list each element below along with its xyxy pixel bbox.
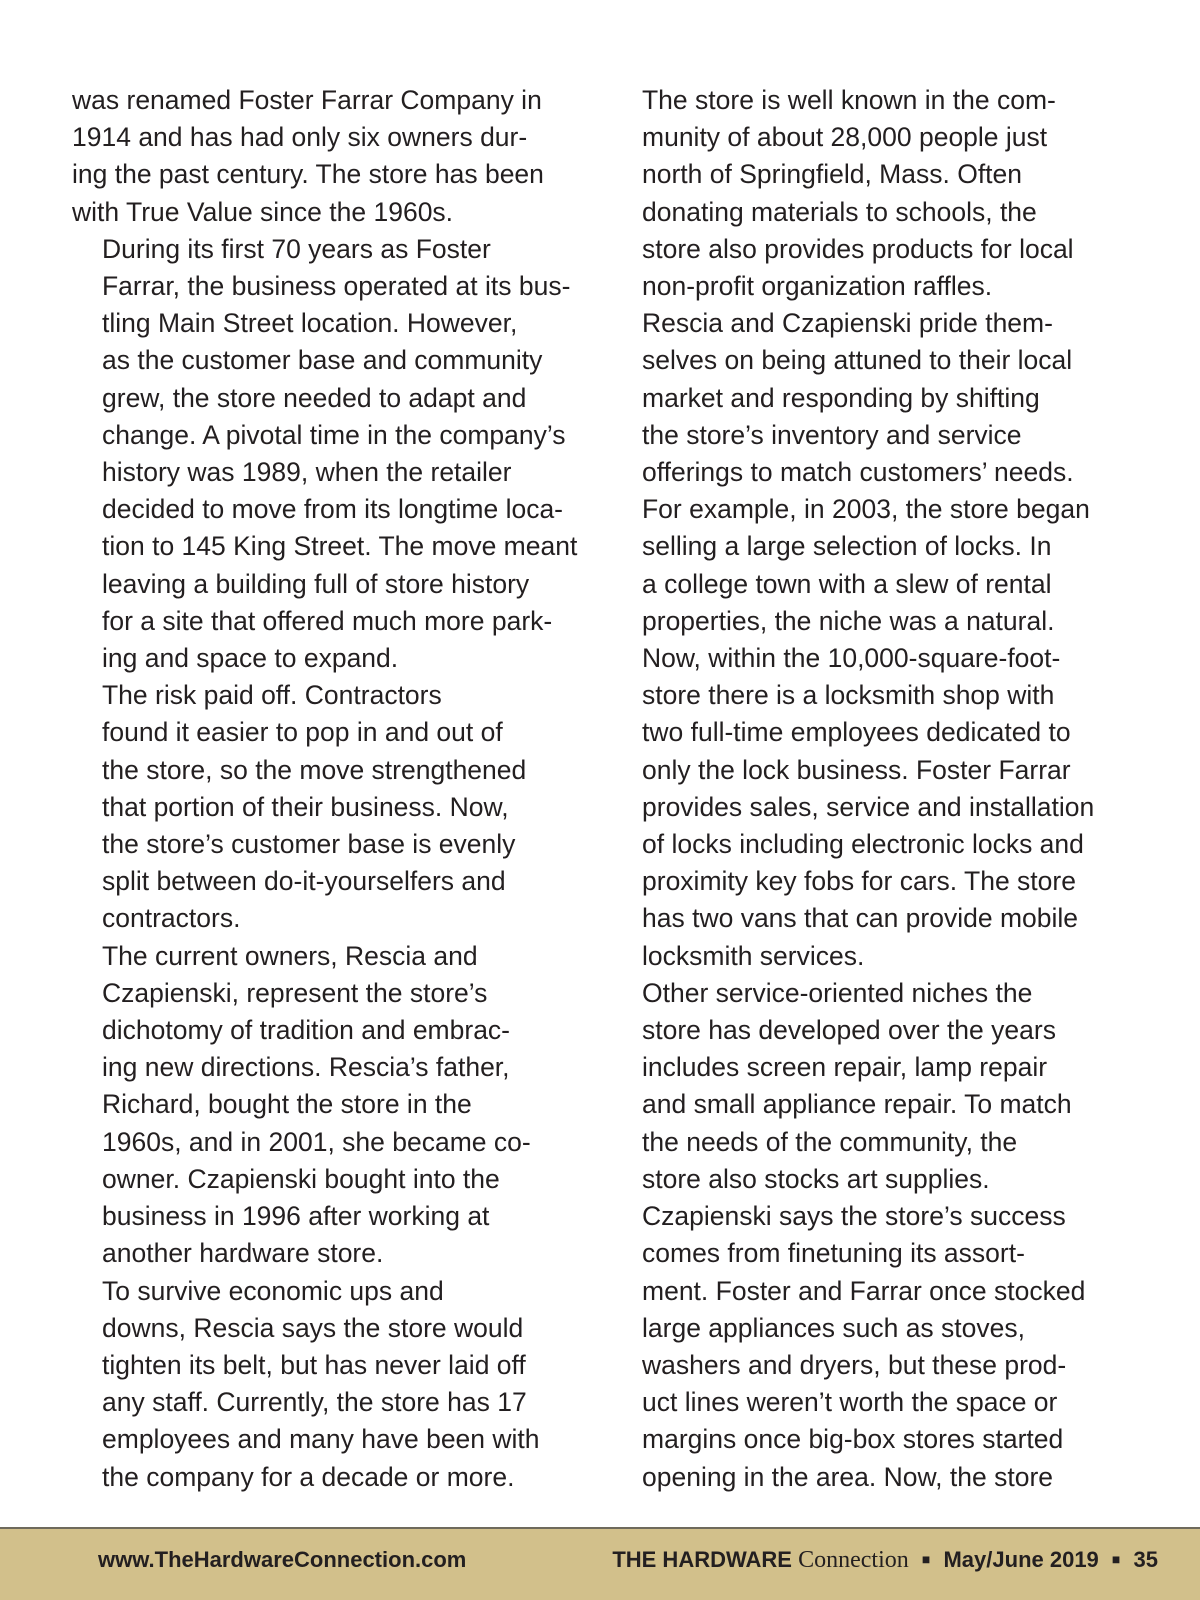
text-line: owner. Czapienski bought into the — [102, 1163, 500, 1194]
text-line: for a site that offered much more park- — [102, 605, 553, 636]
paragraph — [612, 82, 1132, 305]
text-line: store has developed over the years — [642, 1015, 1056, 1046]
text-line: leaving a building full of store history — [102, 568, 530, 599]
text-line: change. A pivotal time in the company’s — [102, 419, 566, 450]
text-line: The risk paid off. Contractors — [102, 680, 442, 711]
magazine-name-connection: Connection — [798, 1547, 909, 1573]
text-line: To survive economic ups and — [102, 1275, 444, 1306]
text-line: includes screen repair, lamp repair — [642, 1052, 1048, 1083]
page-footer — [0, 1527, 1200, 1600]
text-line: history was 1989, when the retailer — [102, 457, 512, 488]
text-line: contractors. — [102, 903, 241, 934]
text-line: comes from finetuning its assort- — [642, 1238, 1025, 1269]
paragraph — [72, 677, 592, 937]
text-line: store also stocks art supplies. — [642, 1163, 990, 1194]
text-line: Rescia and Czapienski pride them- — [642, 308, 1053, 339]
text-line: non-profit organization raffles. — [642, 271, 993, 302]
text-line: The store is well known in the com- — [642, 85, 1056, 115]
text-line: tion to 145 King Street. The move meant — [102, 531, 578, 562]
text-line: another hardware store. — [102, 1238, 384, 1269]
text-line: offerings to match customers’ needs. — [642, 457, 1074, 488]
text-line: two full-time employees dedicated to — [642, 717, 1071, 748]
text-line: opening in the area. Now, the store — [642, 1461, 1054, 1492]
text-line: the store’s inventory and service — [642, 419, 1022, 450]
text-line: ing the past century. The store has been — [72, 159, 544, 190]
text-line: For example, in 2003, the store began — [642, 494, 1090, 525]
text-line: of locks including electronic locks and — [642, 829, 1084, 860]
text-line: downs, Rescia says the store would — [102, 1312, 524, 1343]
text-line: business in 1996 after working at — [102, 1201, 490, 1232]
text-line: that portion of their business. Now, — [102, 791, 509, 822]
paragraph — [72, 1273, 592, 1496]
left-column — [72, 82, 592, 1496]
text-line: proximity key fobs for cars. The store — [642, 866, 1076, 897]
text-line: the company for a decade or more. — [102, 1461, 515, 1492]
text-line: tling Main Street location. However, — [102, 308, 518, 339]
text-line: donating materials to schools, the — [642, 196, 1037, 227]
text-line: a college town with a slew of rental — [642, 568, 1052, 599]
text-line: munity of about 28,000 people just — [642, 122, 1048, 153]
text-line: Farrar, the business operated at its bus- — [102, 271, 571, 302]
text-line: washers and dryers, but these prod- — [642, 1349, 1067, 1380]
text-line: uct lines weren’t worth the space or — [642, 1387, 1058, 1418]
text-line: decided to move from its longtime loca- — [102, 494, 564, 525]
text-line: store also provides products for local — [642, 233, 1074, 264]
issue-date: May/June 2019 — [943, 1547, 1099, 1572]
text-line: selves on being attuned to their local — [642, 345, 1073, 376]
paragraph — [72, 231, 592, 677]
text-line: ing and space to expand. — [102, 643, 399, 674]
paragraph — [612, 975, 1132, 1198]
text-line: north of Springfield, Mass. Often — [642, 159, 1023, 190]
text-line: 1960s, and in 2001, she became co- — [102, 1126, 531, 1157]
website-url: www.TheHardwareConnection.com — [98, 1547, 467, 1572]
text-line: ment. Foster and Farrar once stocked — [642, 1275, 1086, 1306]
separator-square: ■ — [1111, 1551, 1121, 1567]
paragraph — [612, 1198, 1132, 1496]
page-number: 35 — [1133, 1547, 1158, 1572]
text-line: dichotomy of tradition and embrac- — [102, 1015, 511, 1046]
text-line: only the lock business. Foster Farrar — [642, 754, 1071, 785]
text-line: The current owners, Rescia and — [102, 940, 478, 971]
text-line: the store, so the move strengthened — [102, 754, 527, 785]
text-line: found it easier to pop in and out of — [102, 717, 503, 748]
text-line: market and responding by shifting — [642, 382, 1040, 413]
text-line: ing new directions. Rescia’s father, — [102, 1052, 510, 1083]
paragraph — [72, 82, 592, 231]
text-line: as the customer base and community — [102, 345, 543, 376]
text-line: large appliances such as stoves, — [642, 1312, 1025, 1343]
text-line: Now, within the 10,000-square-foot- — [642, 643, 1061, 674]
text-line: tighten its belt, but has never laid off — [102, 1349, 526, 1380]
text-line: has two vans that can provide mobile — [642, 903, 1079, 934]
text-line: provides sales, service and installation — [642, 791, 1095, 822]
text-line: Other service-oriented niches the — [642, 977, 1033, 1008]
text-line: split between do-it-yourselfers and — [102, 866, 506, 897]
text-line: 1914 and has had only six owners dur- — [72, 122, 528, 153]
text-line: and small appliance repair. To match — [642, 1089, 1072, 1120]
text-line: Czapienski, represent the store’s — [102, 977, 488, 1008]
paragraph — [612, 305, 1132, 640]
text-line: selling a large selection of locks. In — [642, 531, 1052, 562]
text-line: was renamed Foster Farrar Company in — [72, 85, 542, 115]
text-line: with True Value since the 1960s. — [72, 196, 454, 227]
paragraph — [72, 938, 592, 1273]
text-line: During its first 70 years as Foster — [102, 233, 491, 264]
text-line: Czapienski says the store’s success — [642, 1201, 1066, 1232]
text-line: any staff. Currently, the store has 17 — [102, 1387, 527, 1418]
text-line: employees and many have been with — [102, 1424, 540, 1455]
paragraph — [612, 640, 1132, 975]
text-line: the store’s customer base is evenly — [102, 829, 516, 860]
text-line: margins once big-box stores started — [642, 1424, 1064, 1455]
footer-folio — [612, 1547, 1158, 1574]
text-line: grew, the store needed to adapt and — [102, 382, 527, 413]
text-line: store there is a locksmith shop with — [642, 680, 1055, 711]
magazine-name: THE HARDWARE — [612, 1547, 792, 1572]
text-line: the needs of the community, the — [642, 1126, 1018, 1157]
text-line: Richard, bought the store in the — [102, 1089, 472, 1120]
text-line: properties, the niche was a natural. — [642, 605, 1055, 636]
text-line: locksmith services. — [642, 940, 865, 971]
right-column — [612, 82, 1132, 1496]
separator-square: ■ — [921, 1551, 931, 1567]
